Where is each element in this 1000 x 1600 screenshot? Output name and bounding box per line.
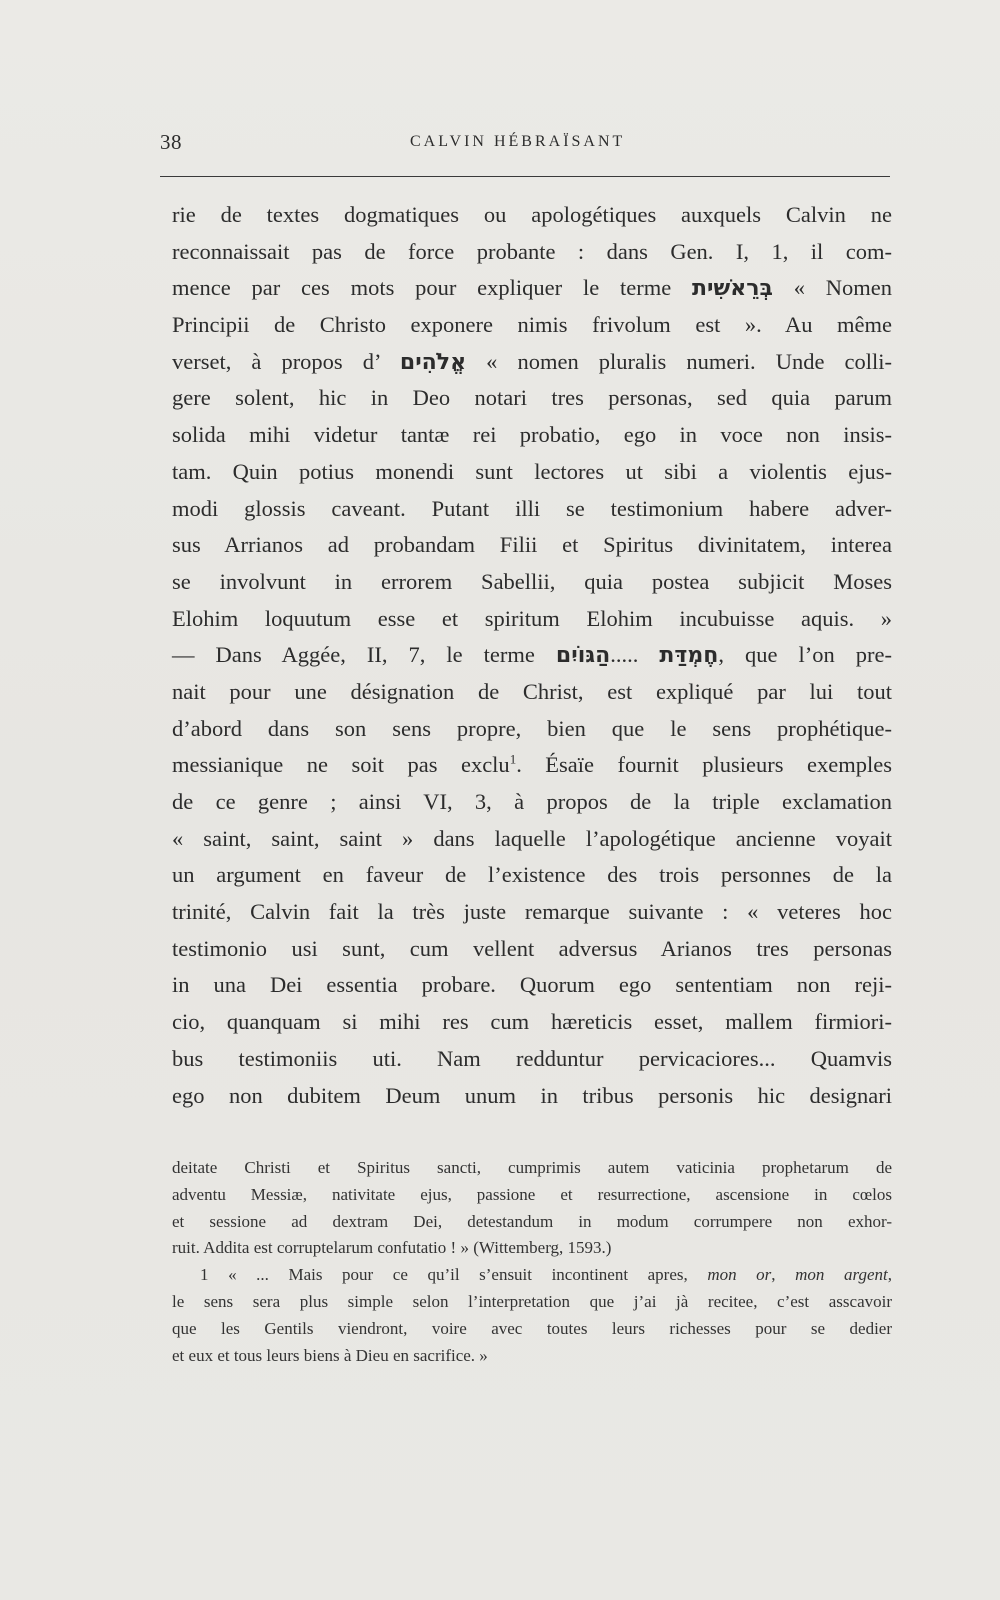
text-line: tam. Quin potius monendi sunt lectores ut sibi a violentis ejus-: [172, 458, 892, 484]
text-segment: messianique ne soit pas exclu: [172, 752, 510, 778]
footnote-1: [172, 1262, 892, 1289]
footnote-line: et sessione ad dextram Dei, detestandum in modum corrumpere non exhor-: [172, 1211, 892, 1231]
text-line: de ce genre ; ainsi VI, 3, à propos de la triple exclamation: [172, 789, 892, 814]
text-line: [172, 747, 892, 784]
italic-text: mon or: [707, 1265, 772, 1285]
footnote-line: ruit. Addita est corruptelarum confutatio ! » (Wittemberg, 1593.): [172, 1238, 612, 1258]
text-line: testimonio usi sunt, cum vellent adversus Arianos tres personas: [172, 935, 892, 961]
running-title: CALVIN HÉBRAÏSANT: [410, 133, 626, 150]
text-line: rie de textes dogmatiques ou apologétiques auxquels Calvin ne: [172, 202, 892, 227]
footnote-number: 1: [200, 1265, 209, 1285]
text-line: modi glossis caveant. Putant illi se testimonium habere adver-: [172, 495, 892, 521]
hebrew-word-elohim: אֱלֹהִים: [399, 349, 467, 375]
footnote-line: le sens sera plus simple selon l’interpretation que j’ai jà recitee, c’est asscavoir: [172, 1291, 892, 1311]
text-line: nait pour une désignation de Christ, est expliqué par lui tout: [172, 678, 892, 704]
text-line: Principii de Christo exponere nimis frivolum est ». Au même: [172, 312, 892, 338]
text-line: in una Dei essentia probare. Quorum ego sententiam non reji-: [172, 972, 892, 998]
footnote-line: deitate Christi et Spiritus sancti, cumprimis autem vaticinia prophetarum de: [172, 1158, 892, 1177]
text-segment: mence par ces mots pour expliquer le terme: [172, 275, 693, 301]
main-text: [172, 197, 892, 1114]
text-line: d’abord dans son sens propre, bien que le sens prophétique-: [172, 715, 892, 741]
text-line: « saint, saint, saint » dans laquelle l’apologétique ancienne voyait: [172, 825, 892, 851]
text-segment: , que l’on pre-: [718, 642, 893, 668]
text-line: cio, quanquam si mihi res cum hæreticis esset, mallem firmiori-: [172, 1009, 892, 1035]
text-line: un argument en faveur de l’existence des trois personnes de la: [172, 862, 892, 888]
footnotes: [172, 1155, 892, 1369]
italic-text: mon argent: [795, 1265, 888, 1285]
text-line: Elohim loquutum esse et spiritum Elohim incubuisse aquis. »: [172, 605, 892, 631]
text-line: trinité, Calvin fait la très juste remarque suivante : « veteres hoc: [172, 899, 892, 925]
text-line: se involvunt in errorem Sabellii, quia postea subjicit Moses: [172, 568, 892, 594]
text-segment: ,: [771, 1265, 796, 1285]
text-line: sus Arrianos ad probandam Filii et Spiritus divinitatem, interea: [172, 532, 892, 558]
text-segment: verset, à propos d’: [172, 348, 400, 374]
text-segment: « Nomen: [772, 275, 892, 301]
text-segment: .....: [610, 642, 660, 668]
hebrew-word-chemdat: חֶמְדַּת: [659, 643, 719, 669]
text-line: gere solent, hic in Deo notari tres personas, sed quia parum: [172, 385, 892, 411]
footnote-line: que les Gentils viendront, voire avec toutes leurs richesses pour se dedier: [172, 1318, 892, 1338]
page-number: 38: [160, 130, 182, 154]
text-line: reconnaissait pas de force probante : dans Gen. I, 1, il com-: [172, 238, 892, 264]
text-segment: « nomen pluralis numeri. Unde colli-: [466, 348, 892, 374]
text-segment: . Ésaïe fournit plusieurs exemples: [516, 752, 892, 778]
footnote-line: adventu Messiæ, nativitate ejus, passione et resurrectione, ascensione in cœlos: [172, 1184, 892, 1204]
text-line: [172, 637, 892, 674]
text-segment: ,: [887, 1265, 892, 1285]
text-line: solida mihi videtur tantæ rei probatio, ego in voce non insis-: [172, 422, 892, 448]
text-line: [172, 270, 892, 307]
text-line: bus testimoniis uti. Nam redduntur pervicaciores... Quamvis: [172, 1045, 892, 1071]
hebrew-word-bereshit: בְּרֵאשִׁית: [692, 276, 773, 302]
running-header: [160, 130, 890, 160]
text-line: ego non dubitem Deum unum in tribus personis hic designari: [172, 1082, 892, 1108]
text-line: [172, 344, 892, 381]
footnote-reference[interactable]: 1: [509, 751, 517, 767]
footnote-line: et eux et tous leurs biens à Dieu en sacrifice. »: [172, 1345, 488, 1365]
header-rule: [160, 176, 890, 177]
hebrew-word-haggoyim: הַגּוֹיִם: [555, 643, 611, 669]
text-segment: « ... Mais pour ce qu’il s’ensuit incontinent apres,: [208, 1265, 708, 1285]
text-segment: — Dans Aggée, II, 7, le terme: [172, 642, 556, 668]
